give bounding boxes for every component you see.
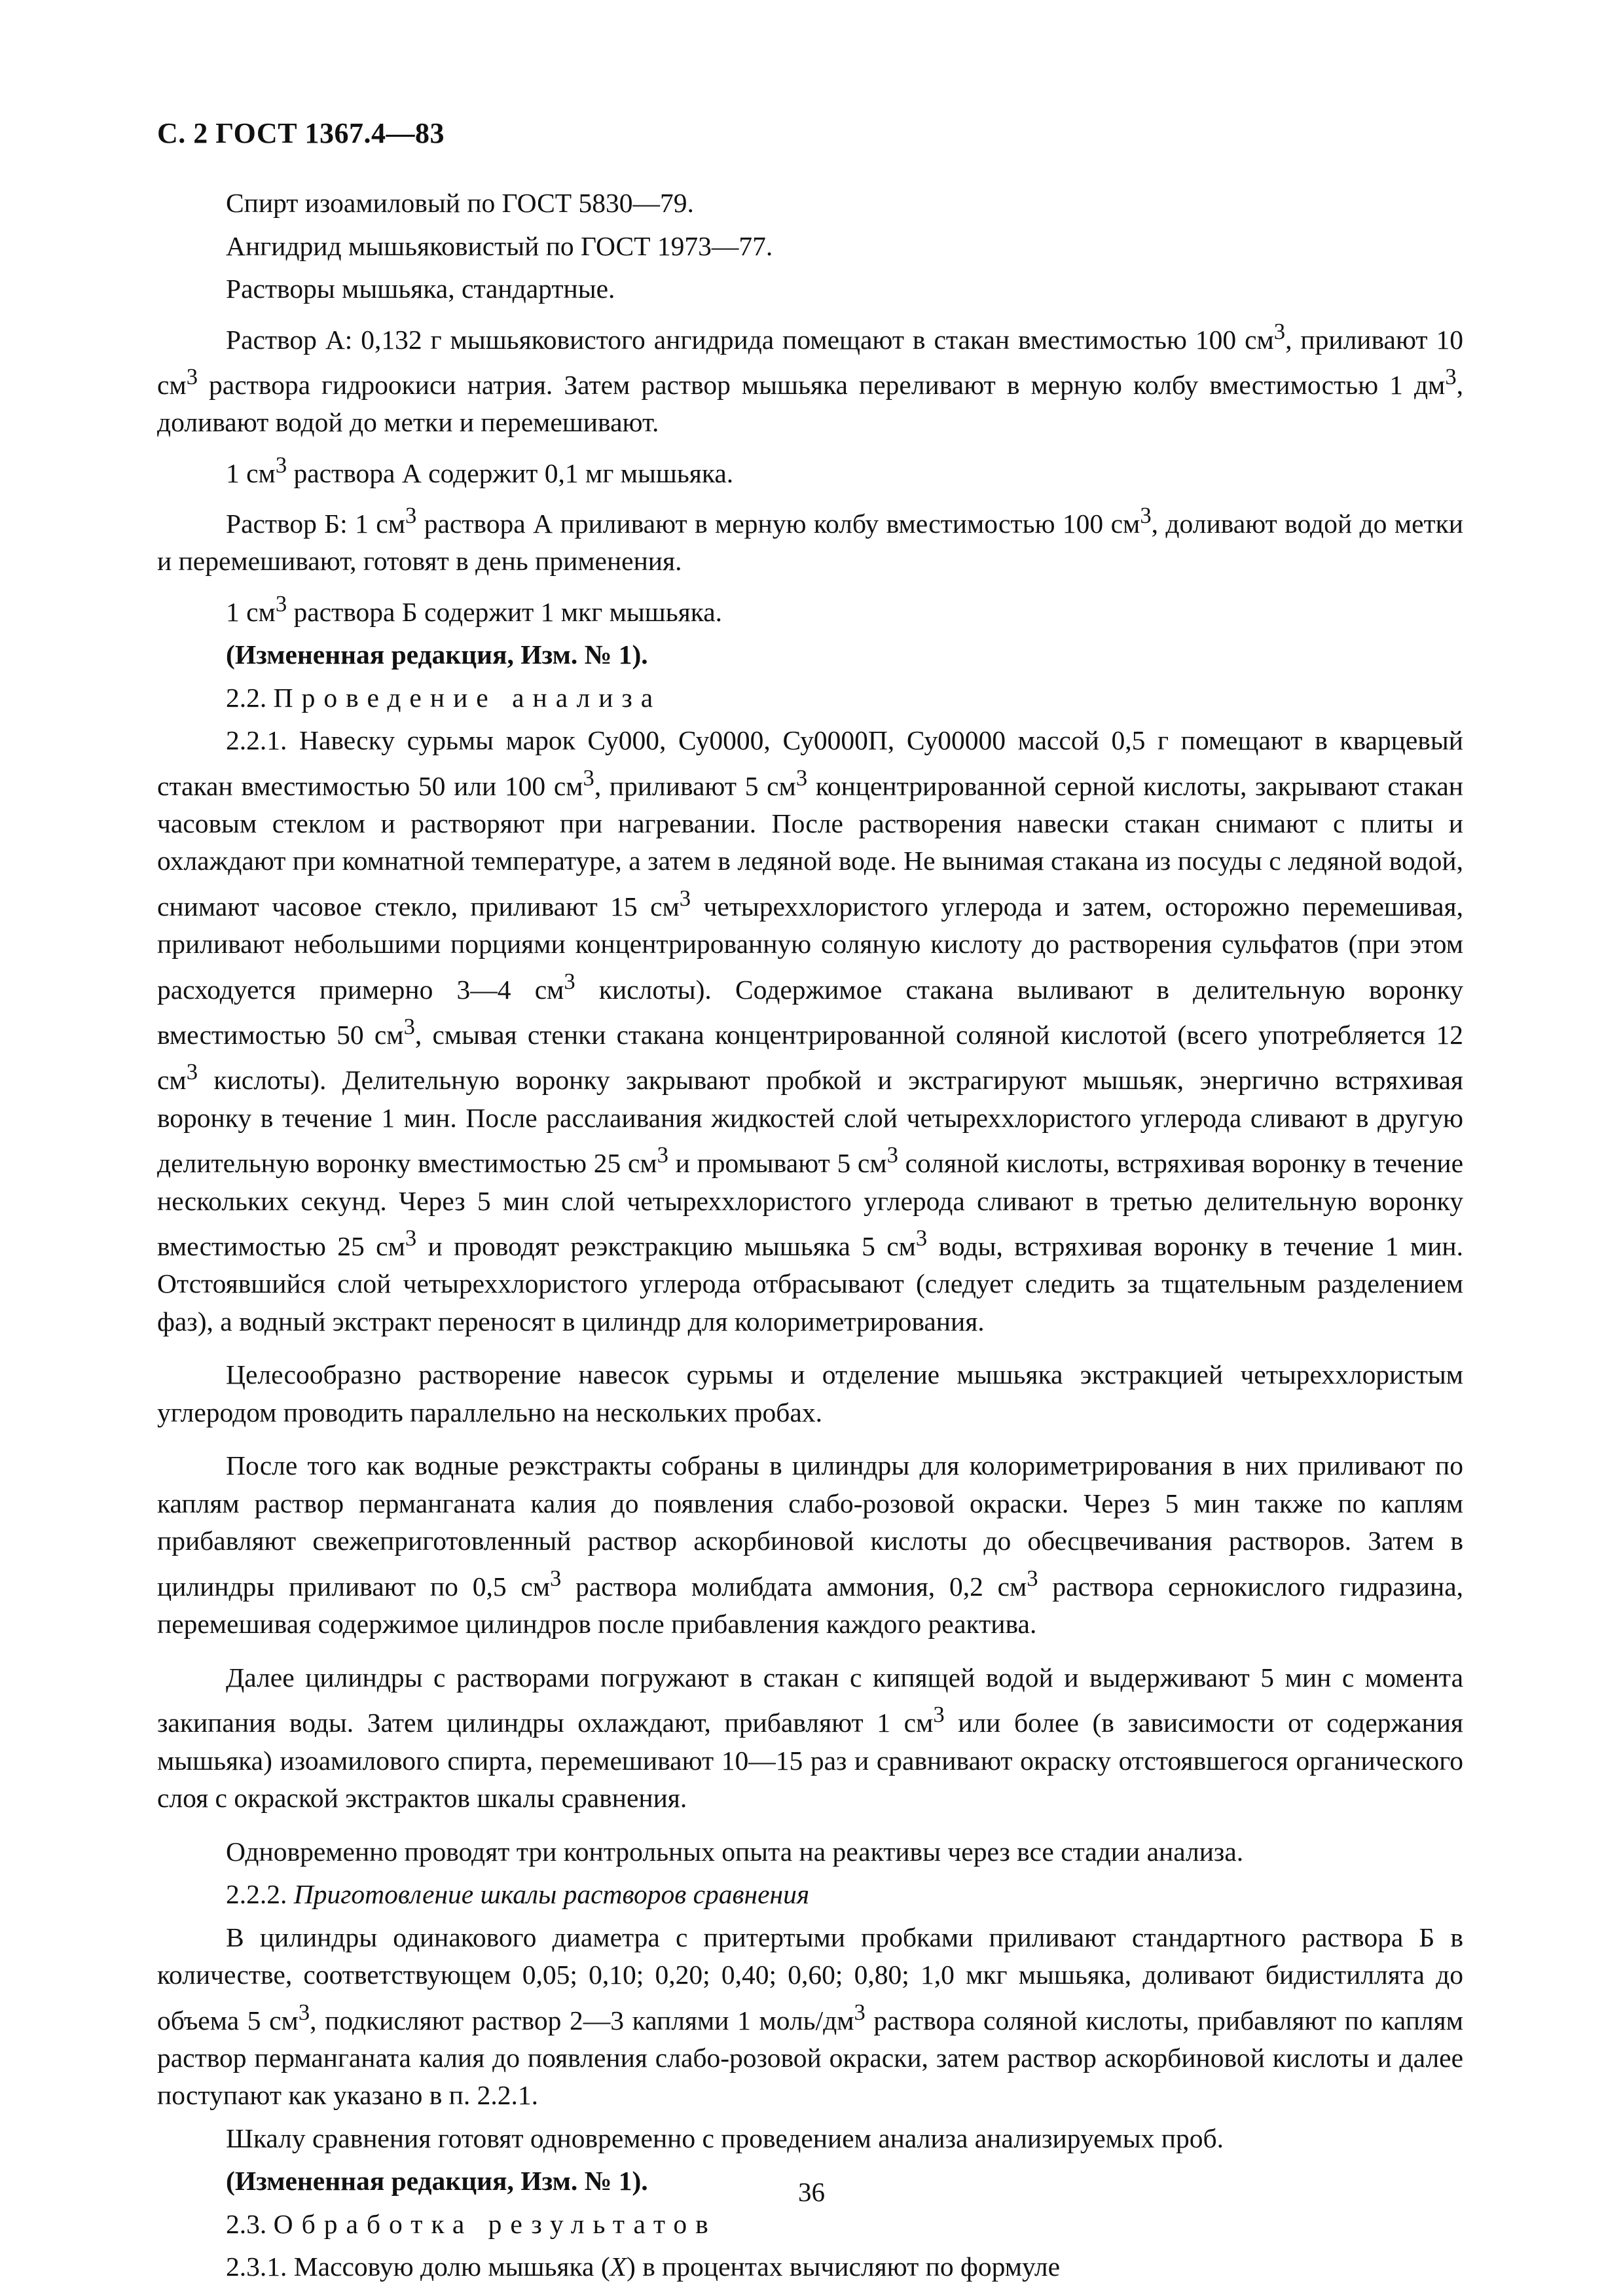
superscript: 3 bbox=[405, 1226, 417, 1251]
section-title: Обработка результатов bbox=[273, 2208, 717, 2239]
paragraph-scale-preparation: В цилиндры одинакового диаметра с притертыми пробками приливают стандартного раствора Б в количестве, соответствующем 0,05; 0,10; 0,20; 0,40; 0,60; 0,80; 1,0 мкг мышьяка, доливают бидистиллята до объема 5 $см^3$, подкисляют раствор 2—3 каплями 1 моль/$дм^3$ раствора соляной кислоты, прибавляют по каплям раствор перманганата калия до появления слабо-розовой окраски, затем раствор аскорбиновой кислоты и далее поступают как указано в п. 2.2.1. bbox=[157, 1922, 1463, 2111]
paragraph-reextracts: После того как водные реэкстракты собраны в цилиндры для колориметрирования в них приливают по каплям раствор перманганата калия до появления слабо-розовой окраски. Через 5 мин также по каплям прибавляют свежеприготовленный раствор аскорбиновой кислоты до обесцвечивания растворов. Затем в цилиндры приливают по 0,5 $см^3$ раствора молибдата аммония, 0,2 $см^3$ раствора сернокислого гидразина, перемешивая содержимое цилиндров после прибавления каждого реактива. bbox=[157, 1450, 1463, 1640]
paragraph-boiling-water: Далее цилиндры с растворами погружают в стакан с кипящей водой и выдерживают 5 мин с момента закипания воды. Затем цилиндры охлаждают, прибавляют 1 $см^3$ или более (в зависимости от содержания мышьяка) изоамилового спирта, перемешивают 10—15 раз и сравнивают окраску отстоявшегося органического слоя с окраской экстрактов шкалы сравнения. bbox=[157, 1662, 1463, 1814]
section-2-2-heading: 2.2. Проведение анализа bbox=[226, 682, 662, 713]
superscript: 3 bbox=[186, 1060, 198, 1085]
superscript: 3 bbox=[405, 503, 417, 528]
page-header: С. 2 ГОСТ 1367.4—83 bbox=[157, 117, 445, 149]
reagent-isoamyl-alcohol: Спирт изоамиловый по ГОСТ 5830—79. bbox=[226, 188, 694, 218]
superscript: 3 bbox=[933, 1702, 945, 1728]
superscript: 3 bbox=[886, 1143, 898, 1168]
superscript: 3 bbox=[550, 1566, 562, 1591]
solution-b-paragraph: Раствор Б: 1 $см^3$ раствора А приливают в мерную колбу вместимостью 100 $см^3$, доливают водой до метки и перемешивают, готовят в день применения. bbox=[157, 503, 1464, 577]
section-2-2-2-heading: 2.2.2. Приготовление шкалы растворов сравнения bbox=[226, 1879, 810, 1910]
paragraph-2-3-1: 2.3.1. Массовую долю мышьяка (X) в процентах вычисляют по формуле bbox=[226, 2251, 1061, 2282]
section-title: Проведение анализа bbox=[273, 682, 662, 713]
variable-x: X bbox=[610, 2251, 627, 2282]
body-text bbox=[157, 185, 1463, 2291]
superscript: 3 bbox=[915, 1226, 928, 1251]
superscript: 3 bbox=[275, 591, 287, 617]
superscript: 3 bbox=[186, 364, 198, 389]
superscript: 3 bbox=[1140, 503, 1152, 528]
solution-a-paragraph: Раствор А: 0,132 г мышьяковистого ангидрида помещают в стакан вместимостью 100 $см^3$, приливают 10 $см^3$ раствора гидроокиси натрия. Затем раствор мышьяка переливают в мерную колбу вместимостью 1 $дм^3$, доливают водой до метки и перемешивают. bbox=[157, 319, 1463, 438]
superscript: 3 bbox=[564, 969, 575, 994]
paragraph-control-tests: Одновременно проводят три контрольных опыта на реактивы через все стадии анализа. bbox=[226, 1836, 1244, 1867]
section-title: Приготовление шкалы растворов сравнения bbox=[293, 1879, 810, 1910]
amendment-note: (Измененная редакция, Изм. № 1). bbox=[226, 639, 648, 670]
superscript: 3 bbox=[583, 765, 594, 791]
superscript: 3 bbox=[403, 1014, 415, 1040]
paragraph-parallel-samples: Целесообразно растворение навесок сурьмы и отделение мышьяка экстракцией четыреххлористым углеродом проводить параллельно на нескольких пробах. bbox=[157, 1359, 1463, 1427]
superscript: 3 bbox=[275, 452, 287, 478]
superscript: 3 bbox=[795, 765, 808, 791]
solution-a-content: 1 $см^3$ раствора А содержит 0,1 мг мышьяка. bbox=[226, 452, 734, 488]
page-number: 36 bbox=[798, 2177, 825, 2207]
paragraph-2-2-1: 2.2.1. Навеску сурьмы марок Су000, Су0000, Су0000П, Су00000 массой 0,5 г помещают в кварцевый стакан вместимостью 50 или 100 $см^3$, приливают 5 $см^3$ концентрированной серной кислоты, закрывают стакан часовым стеклом и растворяют при нагревании. После растворения навески стакан снимают с плиты и охлаждают при комнатной температуре, а затем в ледяной воде. Не вынимая стакана из посуды с ледяной водой, снимают часовое стекло, приливают 15 $см^3$ четыреххлористого углерода и затем, осторожно перемешивая, приливают небольшими порциями концентрированную соляную кислоту до растворения сульфатов (при этом расходуется примерно 3—4 $см^3$ кислоты). Содержимое стакана выливают в делительную воронку вместимостью 50 $см^3$, смывая стенки стакана концентрированной соляной кислотой (всего употребляется 12 $см^3$ кислоты). Делительную воронку закрывают пробкой и экстрагируют мышьяк, энергично встряхивая воронку в течение 1 мин. После расслаивания жидкостей слой четыреххлористого углерода сливают в другую делительную воронку вместимостью 25 $см^3$ и промывают 5 $см^3$ соляной кислоты, встряхивая воронку в течение нескольких секунд. Через 5 мин слой четыреххлористого углерода сливают в третью делительную воронку вместимостью 25 $см^3$ и проводят реэкстракцию мышьяка 5 $см^3$ воды, встряхивая воронку в течение 1 мин. Отстоявшийся слой четыреххлористого углерода отбрасывают (следует следить за тщательным разделением фаз), а водный экстракт переносят в цилиндр для колориметрирования. bbox=[157, 725, 1464, 1336]
reagent-arsenous-anhydride: Ангидрид мышьяковистый по ГОСТ 1973—77. bbox=[226, 230, 773, 261]
superscript: 3 bbox=[657, 1143, 668, 1168]
superscript: 3 bbox=[1445, 364, 1457, 389]
section-2-3-heading: 2.3. Обработка результатов bbox=[226, 2208, 717, 2239]
superscript: 3 bbox=[1273, 319, 1286, 344]
superscript: 3 bbox=[854, 2000, 866, 2025]
superscript: 3 bbox=[679, 886, 691, 911]
solution-b-content: 1 $см^3$ раствора Б содержит 1 мкг мышьяка. bbox=[226, 591, 723, 627]
superscript: 3 bbox=[298, 2000, 310, 2025]
superscript: 3 bbox=[1027, 1566, 1038, 1591]
amendment-note: (Измененная редакция, Изм. № 1). bbox=[226, 2166, 648, 2197]
reagent-arsenic-solutions: Растворы мышьяка, стандартные. bbox=[226, 274, 615, 304]
paragraph-scale-timing: Шкалу сравнения готовят одновременно с проведением анализа анализируемых проб. bbox=[226, 2123, 1224, 2153]
